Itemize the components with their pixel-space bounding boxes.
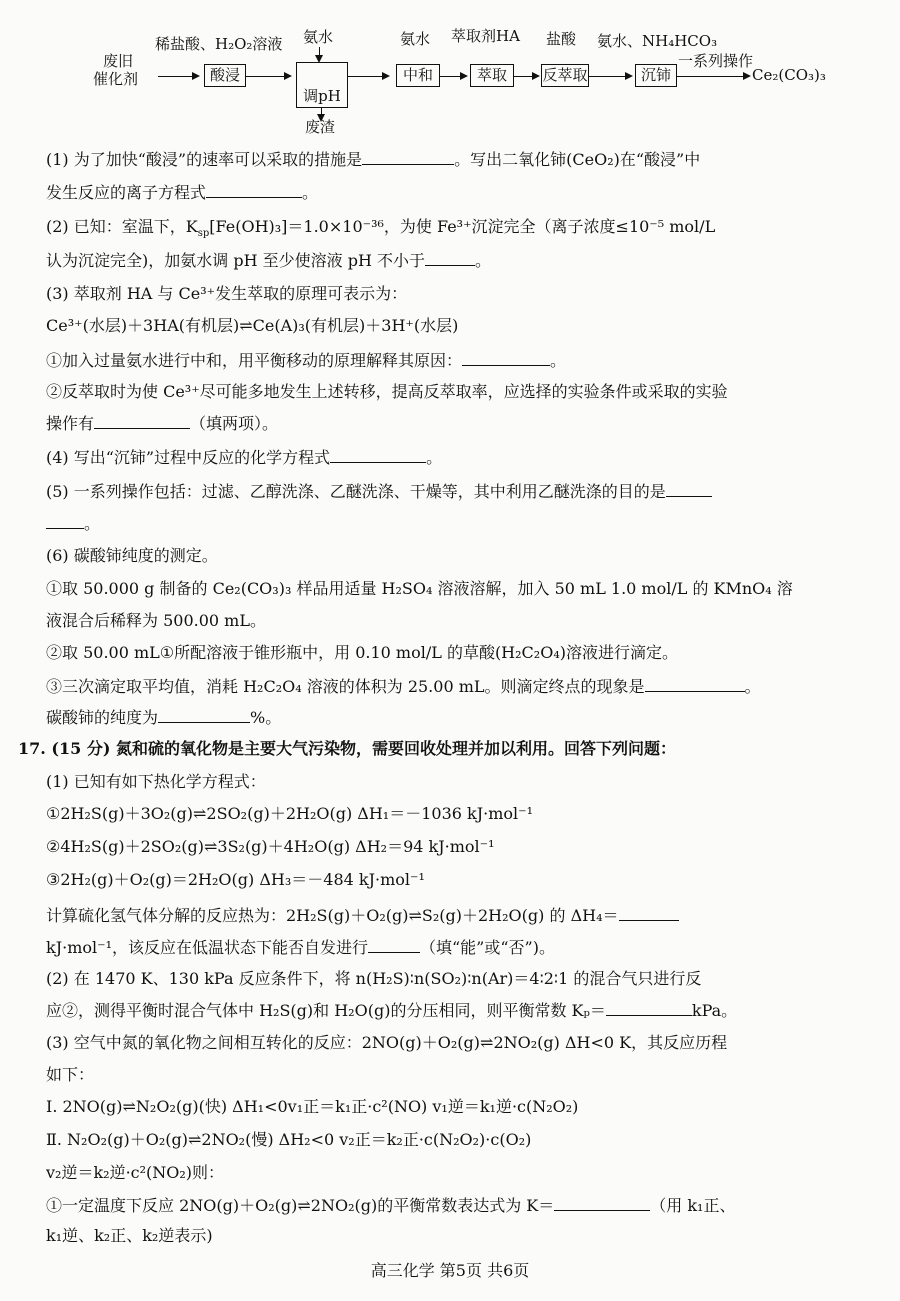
q17-part2-line1: (2) 在 1470 K、130 kPa 反应条件下，将 n(H₂S)∶n(SO₂)∶n(Ar)＝4∶2∶1 的混合气只进行反 — [46, 969, 702, 988]
q17-part3-q1-line1: ①一定温度下反应 2NO(g)＋O₂(g)⇌2NO₂(g)的平衡常数表达式为 K＝ （用 k₁正、 — [46, 1196, 736, 1215]
q16-part1-line2: 发生反应的离子方程式 。 — [46, 183, 319, 202]
flow-final-label: 一系列操作 — [678, 52, 754, 70]
q17-equation-2: ②4H₂S(g)＋2SO₂(g)⇌3S₂(g)＋4H₂O(g) ΔH₂＝94 kJ·mol⁻¹ — [46, 837, 495, 856]
q17-part1-question-line1: 计算硫化氢气体分解的反应热为：2H₂S(g)＋O₂(g)⇌S₂(g)＋2H₂O(g) 的 ΔH₄＝ — [46, 904, 900, 927]
answer-blank[interactable] — [330, 446, 426, 463]
q16-part1-line1: (1) 为了加快“酸浸”的速率可以采取的措施是 。写出二氧化铈(CeO₂)在“酸浸”中 — [46, 150, 701, 169]
q17-part2-line2: 应②，测得平衡时混合气体中 H₂S(g)和 H₂O(g)的分压相同，则平衡常数 Kₚ＝ kPa。 — [46, 1001, 738, 1020]
flow-arrow — [158, 76, 198, 77]
q16-part5-line1: (5) 一系列操作包括：过滤、乙醇洗涤、乙醚洗涤、干燥等，其中利用乙醚洗涤的目的是 — [46, 480, 900, 503]
flow-arrow — [589, 76, 631, 77]
q16-part3-q1: ①加入过量氨水进行中和，用平衡移动的原理解释其原因： 。 — [46, 351, 567, 370]
answer-blank[interactable] — [46, 512, 84, 529]
flow-arrow — [246, 76, 290, 77]
answer-blank[interactable] — [606, 999, 692, 1016]
flow-step3-reagent: 氨水 — [400, 30, 431, 48]
q16-part6-title: (6) 碳酸铈纯度的测定。 — [46, 546, 218, 565]
q16-part3-q2-line2: 操作有 （填两项）。 — [46, 414, 279, 433]
flow-step5-box: 反萃取 — [541, 64, 589, 87]
answer-blank[interactable] — [158, 706, 250, 723]
flow-step6-reagent: 氨水、NH₄HCO₃ — [597, 32, 718, 50]
q16-part3-equation: Ce³⁺(水层)＋3HA(有机层)⇌Ce(A)₃(有机层)＋3H⁺(水层) — [46, 316, 459, 335]
answer-blank[interactable] — [94, 412, 190, 429]
answer-blank[interactable] — [645, 675, 745, 692]
flow-step2-box — [296, 62, 348, 108]
q17-step-2: Ⅱ. N₂O₂(g)＋O₂(g)⇌2NO₂(慢) ΔH₂<0 v₂正＝k₂正·c(N₂O₂)·c(O₂) — [46, 1130, 532, 1149]
q17-part3-q1-line2: k₁逆、k₂正、k₂逆表示) — [46, 1226, 213, 1245]
flow-step2-label: 调pH — [303, 87, 341, 105]
q16-part6-step1-line1: ①取 50.000 g 制备的 Ce₂(CO₃)₃ 样品用适量 H₂SO₄ 溶液溶解，加入 50 mL 1.0 mol/L 的 KMnO₄ 溶 — [46, 579, 793, 598]
q16-part6-purity: 碳酸铈的纯度为 %。 — [46, 708, 282, 727]
q16-part2-line2: 认为沉淀完全)，加氨水调 pH 至少使溶液 pH 不小于 。 — [46, 251, 491, 270]
flow-arrow — [348, 76, 388, 77]
flow-arrow-down — [319, 47, 320, 61]
flow-step2-out: 废渣 — [305, 118, 336, 136]
q17-equation-1: ①2H₂S(g)＋3O₂(g)⇌2SO₂(g)＋2H₂O(g) ΔH₁＝－1036 kJ·mol⁻¹ — [46, 804, 534, 823]
flow-step5-reagent: 盐酸 — [546, 30, 577, 48]
flow-product: Ce₂(CO₃)₃ — [752, 66, 826, 84]
flow-arrow — [440, 76, 466, 77]
flow-step1-reagent: 稀盐酸、H₂O₂溶液 — [155, 35, 283, 53]
q16-part6-step3: ③三次滴定取平均值，消耗 H₂C₂O₄ 溶液的体积为 25.00 mL。则滴定终点的现象是 。 — [46, 677, 761, 696]
q16-part3-intro: (3) 萃取剂 HA 与 Ce³⁺发生萃取的原理可表示为： — [46, 284, 408, 303]
page-footer: 高三化学 第5页 共6页 — [370, 1261, 530, 1280]
flow-arrow — [514, 76, 538, 77]
flow-step2-reagent: 氨水 — [303, 28, 334, 46]
flow-arrow — [677, 76, 749, 77]
answer-blank[interactable] — [666, 480, 712, 497]
answer-blank[interactable] — [462, 349, 550, 366]
q16-part5-line2: 。 — [46, 512, 900, 535]
answer-blank[interactable] — [206, 181, 302, 198]
process-flowchart — [0, 0, 900, 140]
q17-step-1: Ⅰ. 2NO(g)⇌N₂O₂(g)(快) ΔH₁<0v₁正＝k₁正·c²(NO) v₁逆＝k₁逆·c(N₂O₂) — [46, 1097, 579, 1116]
q16-part3-q2-line1: ②反萃取时为使 Ce³⁺尽可能多地发生上述转移，提高反萃取率，应选择的实验条件或采取的实验 — [46, 382, 728, 401]
flow-step4-reagent: 萃取剂HA — [451, 27, 520, 45]
flow-input-line1: 废旧 — [103, 52, 134, 70]
q17-equation-3: ③2H₂(g)＋O₂(g)＝2H₂O(g) ΔH₃＝－484 kJ·mol⁻¹ — [46, 870, 425, 889]
q17-part3-line2: 如下： — [46, 1065, 95, 1084]
answer-blank[interactable] — [368, 936, 420, 953]
flow-step4-box: 萃取 — [470, 64, 514, 87]
answer-blank[interactable] — [554, 1194, 650, 1211]
q17-part1-question-line2: kJ·mol⁻¹，该反应在低温状态下能否自发进行 （填“能”或“否”)。 — [46, 938, 555, 957]
answer-blank[interactable] — [619, 904, 679, 921]
q16-part6-step1-line2: 液混合后稀释为 500.00 mL。 — [46, 611, 266, 630]
q16-part4: (4) 写出“沉铈”过程中反应的化学方程式 。 — [46, 448, 443, 467]
flow-input-line2: 催化剂 — [93, 70, 139, 88]
q16-part6-step2: ②取 50.00 mL①所配溶液于锥形瓶中，用 0.10 mol/L 的草酸(H₂C₂O₄)溶液进行滴定。 — [46, 643, 678, 662]
q17-part1: (1) 已知有如下热化学方程式： — [46, 772, 266, 791]
flow-step6-box: 沉铈 — [635, 64, 677, 87]
q17-part3-line1: (3) 空气中氮的氧化物之间相互转化的反应：2NO(g)＋O₂(g)⇌2NO₂(g) ΔH<0 K，其反应历程 — [46, 1033, 728, 1052]
flow-step1-box: 酸浸 — [204, 64, 246, 87]
answer-blank[interactable] — [362, 148, 454, 165]
flow-step3-box: 中和 — [396, 64, 440, 87]
q17-step-2-cont: v₂逆＝k₂逆·c²(NO₂)则： — [46, 1163, 225, 1182]
q16-part2-line1: (2) 已知：室温下，$K_{sp}[Fe(OH)_3]=1.0\times 10^{-36}$，为使 Fe³⁺沉淀完全（离子浓度≤10⁻⁵ mol/L — [46, 217, 716, 240]
q17-heading: 17. (15 分) 氮和硫的氧化物是主要大气污染物，需要回收处理并加以利用。回答下列问题： — [18, 739, 676, 758]
answer-blank[interactable] — [425, 249, 475, 266]
